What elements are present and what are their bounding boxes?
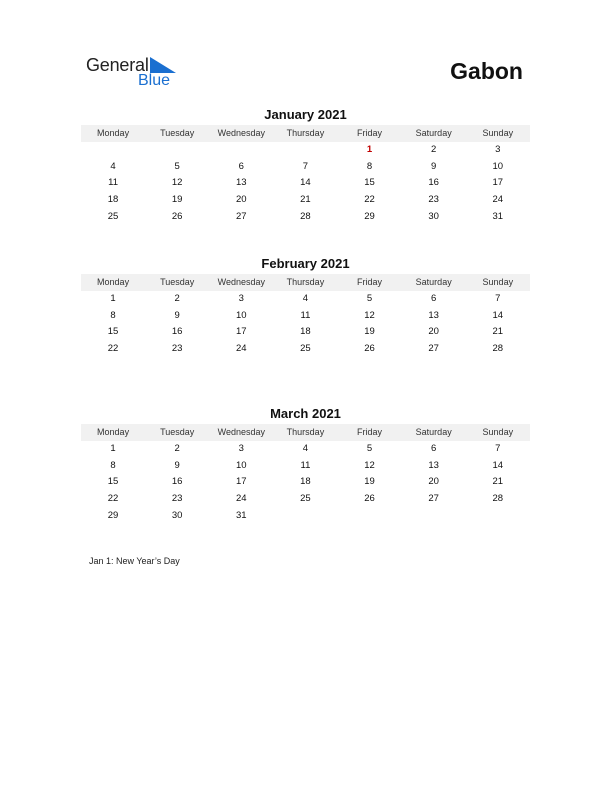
weekday-label: Saturday xyxy=(415,427,452,437)
month-title: January 2021 xyxy=(264,107,347,122)
day-cell: 30 xyxy=(428,210,439,222)
day-cell: 1 xyxy=(110,443,116,454)
day-cell: 9 xyxy=(174,459,180,471)
weekday-label: Wednesday xyxy=(217,128,265,138)
day-cell: 8 xyxy=(366,160,373,172)
day-cell: 3 xyxy=(495,144,501,155)
day-cell: 4 xyxy=(302,443,309,454)
days-grid xyxy=(81,441,530,524)
day-cell: 22 xyxy=(364,194,375,206)
day-cell: 17 xyxy=(236,476,247,488)
day-cell: 27 xyxy=(236,210,247,222)
day-cell: 21 xyxy=(300,194,311,206)
day-cell: 6 xyxy=(431,443,437,454)
day-cell: 24 xyxy=(492,194,504,206)
weekday-label: Saturday xyxy=(415,277,452,287)
day-cell: 12 xyxy=(364,459,375,471)
day-cell: 7 xyxy=(495,443,501,454)
weekday-label: Sunday xyxy=(482,277,514,287)
day-cell: 14 xyxy=(300,177,311,189)
day-cell: 2 xyxy=(174,293,180,304)
weekday-label: Wednesday xyxy=(217,427,265,437)
weekday-label: Saturday xyxy=(415,128,452,138)
empty-day-cell xyxy=(402,508,466,525)
empty-day-cell xyxy=(273,142,337,159)
day-cell: 31 xyxy=(492,210,504,222)
day-cell: 13 xyxy=(428,309,439,321)
day-cell: 19 xyxy=(364,326,375,338)
day-cell: 3 xyxy=(238,293,244,304)
day-cell: 3 xyxy=(238,443,244,454)
month-block-march xyxy=(81,406,530,524)
day-cell: 2 xyxy=(431,144,437,155)
day-cell: 1 xyxy=(110,293,116,304)
day-cell: 2 xyxy=(174,443,180,454)
day-cell: 6 xyxy=(431,293,437,304)
weekday-label: Friday xyxy=(357,277,383,287)
day-cell: 13 xyxy=(236,177,247,189)
day-cell: 31 xyxy=(236,509,247,521)
weekday-label: Friday xyxy=(357,427,383,437)
weekday-label: Tuesday xyxy=(160,128,195,138)
day-cell: 18 xyxy=(107,194,119,206)
weekday-label: Friday xyxy=(357,128,383,138)
day-cell: 28 xyxy=(300,210,311,222)
day-cell: 7 xyxy=(302,160,309,172)
day-cell: 15 xyxy=(107,476,119,488)
day-cell: 28 xyxy=(492,493,504,505)
day-cell: 27 xyxy=(428,343,439,355)
weekday-label: Monday xyxy=(97,277,130,287)
day-cell: 7 xyxy=(495,293,501,304)
day-cell: 10 xyxy=(236,459,247,471)
day-cell: 5 xyxy=(366,443,373,454)
day-cell: 11 xyxy=(300,459,311,471)
day-cell: 17 xyxy=(236,326,247,338)
days-grid xyxy=(81,142,530,225)
day-cell: 14 xyxy=(492,309,504,321)
day-cell: 23 xyxy=(428,194,439,206)
holiday-note: Jan 1: New Year’s Day xyxy=(89,556,180,566)
day-cell: 8 xyxy=(110,309,116,321)
empty-day-cell xyxy=(81,142,145,159)
day-cell: 11 xyxy=(108,177,118,189)
day-cell: 18 xyxy=(300,326,311,338)
day-cell: 11 xyxy=(300,309,311,321)
day-cell: 10 xyxy=(236,309,247,321)
weekday-label: Thursday xyxy=(286,128,325,138)
holiday-day-cell: 1 xyxy=(366,144,373,155)
logo-general-text: General xyxy=(86,55,149,75)
country-title: Gabon xyxy=(450,58,523,84)
generalblue-logo xyxy=(86,55,186,91)
empty-day-cell xyxy=(209,142,273,159)
day-cell: 20 xyxy=(428,326,439,338)
day-cell: 6 xyxy=(238,160,244,172)
day-cell: 25 xyxy=(107,210,119,222)
empty-day-cell xyxy=(273,508,337,525)
weekday-label: Tuesday xyxy=(160,277,195,287)
month-block-january xyxy=(81,107,530,225)
day-cell: 15 xyxy=(364,177,375,189)
day-cell: 21 xyxy=(492,326,504,338)
empty-day-cell xyxy=(466,508,530,525)
day-cell: 24 xyxy=(236,493,247,505)
day-cell: 19 xyxy=(171,194,183,206)
day-cell: 16 xyxy=(171,476,183,488)
weekday-label: Monday xyxy=(97,427,130,437)
day-cell: 17 xyxy=(492,177,504,189)
day-cell: 12 xyxy=(171,177,183,189)
day-cell: 18 xyxy=(300,476,311,488)
day-cell: 9 xyxy=(431,160,437,172)
month-title: February 2021 xyxy=(261,256,350,271)
month-block-february xyxy=(81,256,530,358)
day-cell: 15 xyxy=(107,326,119,338)
days-grid xyxy=(81,291,530,358)
day-cell: 30 xyxy=(171,509,183,521)
day-cell: 22 xyxy=(107,493,119,505)
day-cell: 16 xyxy=(171,326,183,338)
weekday-label: Sunday xyxy=(482,128,514,138)
logo-triangle-icon xyxy=(150,57,176,73)
weekday-label: Tuesday xyxy=(160,427,195,437)
day-cell: 25 xyxy=(300,343,311,355)
day-cell: 24 xyxy=(236,343,247,355)
weekday-label: Monday xyxy=(97,128,130,138)
day-cell: 16 xyxy=(428,177,439,189)
day-cell: 19 xyxy=(364,476,375,488)
day-cell: 20 xyxy=(236,194,247,206)
day-cell: 28 xyxy=(492,343,504,355)
day-cell: 10 xyxy=(492,160,504,172)
day-cell: 8 xyxy=(110,459,116,471)
day-cell: 22 xyxy=(107,343,119,355)
logo-blue-text: Blue xyxy=(138,72,171,89)
day-cell: 4 xyxy=(110,160,116,172)
day-cell: 26 xyxy=(364,343,375,355)
day-cell: 26 xyxy=(171,210,183,222)
weekday-label: Wednesday xyxy=(217,277,265,287)
day-cell: 5 xyxy=(366,293,373,304)
day-cell: 29 xyxy=(364,210,375,222)
weekday-label: Thursday xyxy=(286,427,325,437)
day-cell: 29 xyxy=(107,509,119,521)
day-cell: 20 xyxy=(428,476,439,488)
day-cell: 12 xyxy=(364,309,375,321)
month-title: March 2021 xyxy=(270,406,341,421)
day-cell: 23 xyxy=(171,493,183,505)
weekday-header-row xyxy=(81,424,530,441)
weekday-header-row xyxy=(81,125,530,142)
weekday-header-row xyxy=(81,274,530,291)
weekday-label: Sunday xyxy=(482,427,514,437)
day-cell: 9 xyxy=(174,309,180,321)
day-cell: 5 xyxy=(174,160,180,172)
empty-day-cell xyxy=(145,142,209,159)
day-cell: 23 xyxy=(171,343,183,355)
day-cell: 21 xyxy=(492,476,504,488)
day-cell: 13 xyxy=(428,459,439,471)
empty-day-cell xyxy=(338,508,402,525)
day-cell: 25 xyxy=(300,493,311,505)
day-cell: 26 xyxy=(364,493,375,505)
weekday-label: Thursday xyxy=(286,277,325,287)
day-cell: 14 xyxy=(492,459,504,471)
day-cell: 4 xyxy=(302,293,309,304)
day-cell: 27 xyxy=(428,493,439,505)
